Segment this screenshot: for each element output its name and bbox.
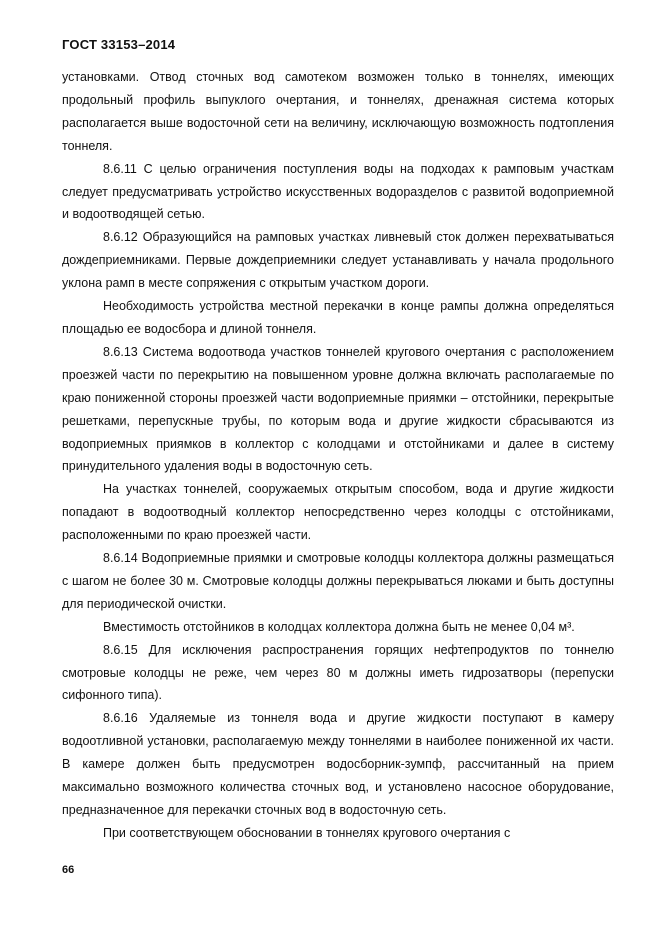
document-header-code: ГОСТ 33153–2014 bbox=[62, 37, 176, 52]
page-number: 66 bbox=[62, 864, 75, 876]
paragraph: 8.6.12 Образующийся на рамповых участках ливневый сток должен перехватываться дождеприемниками. Первые дождеприемники следует устанавливать у начала продольного уклона рамп в месте сопряжения с открытым участком дороги. bbox=[62, 230, 614, 291]
document-body bbox=[62, 66, 614, 845]
paragraph: На участках тоннелей, сооружаемых открытым способом, вода и другие жидкости попадают в водоотводный коллектор непосредственно через колодцы с отстойниками, расположенными по краю проезжей части. bbox=[62, 482, 614, 543]
paragraph: Вместимость отстойников в колодцах коллектора должна быть не менее 0,04 м³. bbox=[103, 619, 575, 634]
paragraph: Необходимость устройства местной перекачки в конце рампы должна определяться площадью ее водосбора и длиной тоннеля. bbox=[62, 299, 614, 336]
paragraph: При соответствующем обосновании в тоннелях кругового очертания с bbox=[103, 825, 511, 840]
paragraph: установками. Отвод сточных вод самотеком возможен только в тоннелях, имеющих продольный профиль выпуклого очертания, и тоннелях, дренажная система которых располагается выше водосточной сети на величину, исключающую возможность подтопления тоннеля. bbox=[62, 70, 614, 153]
paragraph: 8.6.16 Удаляемые из тоннеля вода и другие жидкости поступают в камеру водоотливной установки, располагаемую между тоннелями в наиболее пониженной их части. В камере должен быть предусмотрен водосборник-зумпф, рассчитанный на прием максимально возможного количества сточных вод, и установлено насосное оборудование, предназначенное для перекачки сточных вод в водосточную сеть. bbox=[62, 711, 614, 817]
paragraph: 8.6.15 Для исключения распространения горящих нефтепродуктов по тоннелю смотровые колодцы не реже, чем через 80 м должны иметь гидрозатворы (перепуски сифонного типа). bbox=[62, 642, 614, 703]
paragraph: 8.6.14 Водоприемные приямки и смотровые колодцы коллектора должны размещаться с шагом не более 30 м. Смотровые колодцы должны перекрываться люками и быть доступны для периодической очистки. bbox=[62, 551, 614, 611]
paragraph: 8.6.11 С целью ограничения поступления воды на подходах к рамповым участкам следует предусматривать устройство искусственных водоразделов с развитой водоприемной и водоотводящей сетью. bbox=[62, 161, 614, 222]
paragraph: 8.6.13 Система водоотвода участков тоннелей кругового очертания с расположением проезжей части по перекрытию на повышенном уровне должна включать располагаемые по краю пониженной стороны проезжей части водоприемные приямки – отстойники, перекрытые решетками, перепускные трубы, по которым вода и другие жидкости сбрасываются из водоприемных приямков в коллектор с колодцами и отстойниками и далее в систему принудительного удаления воды в водосточную сеть. bbox=[62, 344, 614, 474]
